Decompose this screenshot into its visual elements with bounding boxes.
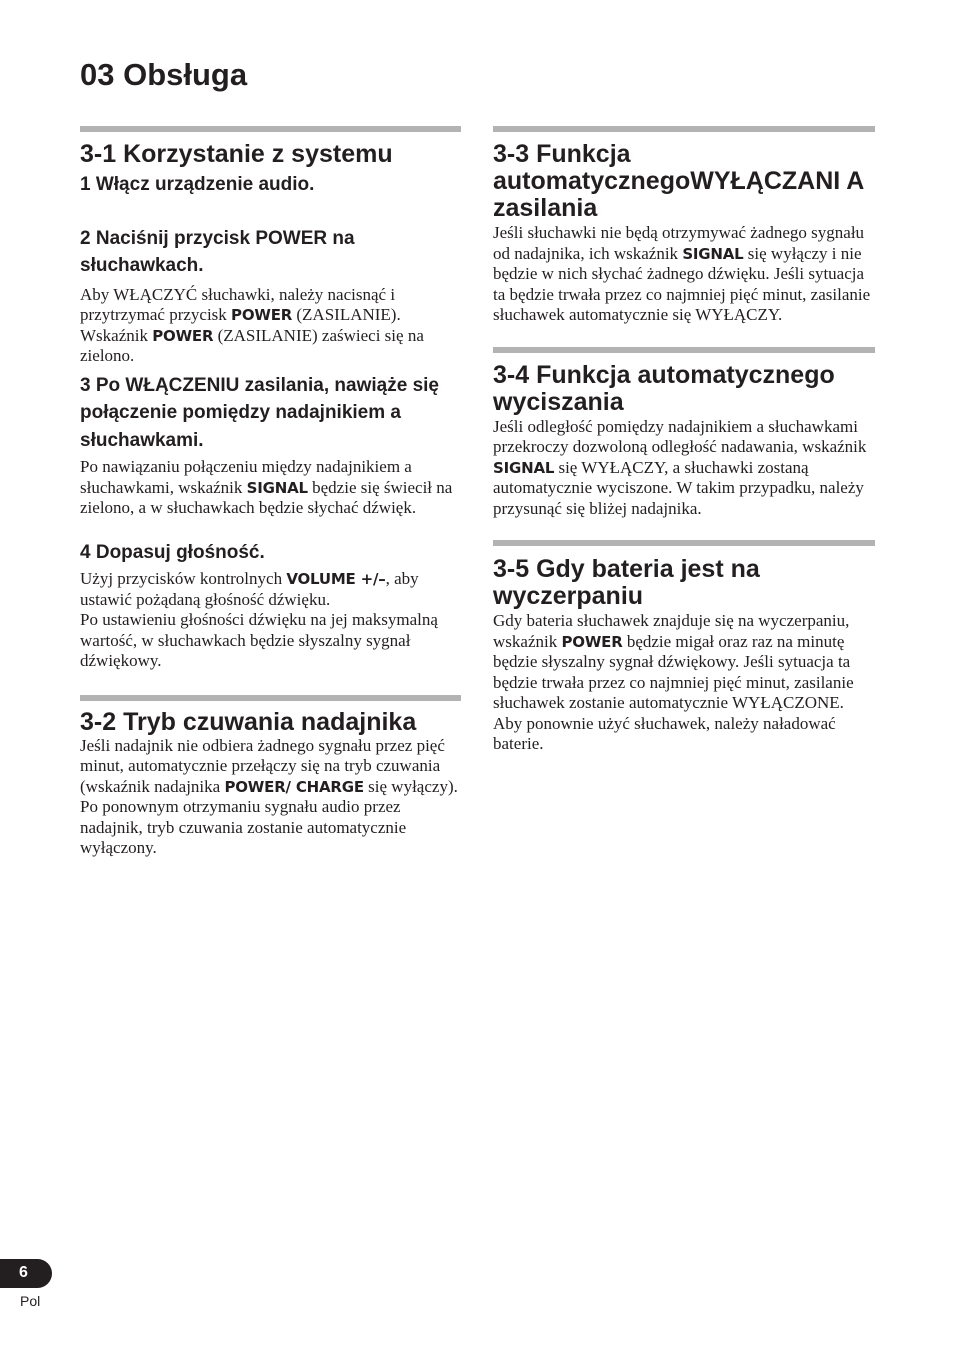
section-heading-3-5: 3-5 Gdy bateria jest na wyczerpaniu (493, 555, 760, 610)
signal-keyword: SIGNAL (246, 478, 308, 497)
section-3-5-text-b: będzie migał oraz raz na minutę będzie słyszalny sygnał dźwiękowy. Jeśli sytuacja ta będzie trwała przez co najmniej pięć minut, zasilanie słuchawek zostanie automatycznie WYŁĄCZONE. Aby ponownie użyć słuchawek, należy naładować baterie. (493, 631, 854, 753)
section-divider (493, 126, 875, 132)
step-3-text (80, 457, 461, 519)
step-4-text-2: Po ustawieniu głośności dźwięku na jej maksymalną wartość, w słuchawkach będzie słyszalny sygnał dźwiękowy. (80, 610, 438, 670)
section-3-5-text-a: Gdy bateria słuchawek znajduje się na wyczerpaniu, wskaźnik (493, 611, 850, 651)
section-3-2 (80, 695, 461, 859)
signal-keyword: SIGNAL (682, 244, 744, 263)
section-3-4-text (493, 417, 875, 520)
power-keyword: POWER (152, 326, 214, 345)
signal-keyword: SIGNAL (493, 458, 555, 477)
section-divider (493, 347, 875, 353)
page-number-tab (0, 1259, 52, 1288)
power-keyword: POWER (561, 632, 623, 651)
step-2-text (80, 285, 461, 367)
step-2-text-c: (ZASILANIE) zaświeci się na zielono. (80, 325, 424, 365)
left-column (80, 126, 461, 859)
step-2-heading: 2 Naciśnij przycisk POWER na słuchawkach. (80, 227, 355, 276)
section-3-5 (493, 540, 875, 755)
section-3-3-text-a: Jeśli słuchawki nie będą otrzymywać żadnego sygnału od nadajnika, ich wskaźnik (493, 223, 865, 263)
step-4-text-b: , aby ustawić pożądaną głośność dźwięku. (80, 569, 419, 609)
section-3-3-text (493, 223, 875, 326)
power-charge-keyword: POWER/ CHARGE (224, 777, 364, 796)
step-4-text (80, 569, 461, 610)
section-3-4 (493, 347, 875, 520)
section-3-5-text (493, 611, 875, 755)
step-1-heading: 1 Włącz urządzenie audio. (80, 174, 315, 195)
step-3-text-b: będzie się świecił na zielono, a w słuchawkach będzie słychać dźwięk. (80, 477, 453, 517)
section-3-4-text-a: Jeśli odległość pomiędzy nadajnikiem a słuchawkami przekroczy dozwoloną odległość nadawania, wskaźnik (493, 416, 867, 456)
section-3-3-text-b: się wyłączy i nie będzie w nich słychać żadnego dźwięku. Jeśli sytuacja ta będzie trwała przez co najmniej pięć minut, zasilanie słuchawek automatycznie się WYŁĄCZY. (493, 243, 871, 324)
page-number: 6 (19, 1264, 28, 1281)
volume-keyword: VOLUME +/– (286, 570, 386, 588)
step-2-text-b: (ZASILANIE). Wskaźnik (80, 305, 401, 345)
section-divider (80, 695, 461, 701)
step-2-text-a: Aby WŁĄCZYĆ słuchawki, należy nacisnąć i przytrzymać przycisk (80, 284, 396, 324)
section-divider (80, 126, 461, 132)
step-4-heading: 4 Dopasuj głośność. (80, 541, 265, 563)
section-divider (493, 540, 875, 546)
section-heading-3-4: 3-4 Funkcja automatycznego wyciszania (493, 360, 835, 416)
section-3-1 (80, 126, 461, 672)
section-heading-3-1: 3-1 Korzystanie z systemu (80, 140, 393, 168)
step-3-heading: 3 Po WŁĄCZENIU zasilania, nawiąże się połączenie pomiędzy nadajnikiem a słuchawkami. (80, 374, 439, 451)
page-title: 03 Obsługa (80, 57, 248, 92)
section-heading-3-2: 3-2 Tryb czuwania nadajnika (80, 707, 417, 736)
section-3-2-text-b: się wyłączy). Po ponownym otrzymaniu sygnału audio przez nadajnik, tryb czuwania zostanie automatycznie wyłączony. (80, 776, 458, 857)
right-column (493, 126, 875, 755)
step-3-text-a: Po nawiązaniu połączeniu między nadajnikiem a słuchawkami, wskaźnik (80, 457, 412, 497)
page-language-label: Pol (20, 1293, 41, 1309)
step-4-text-a: Użyj przycisków kontrolnych (80, 569, 287, 588)
section-heading-3-3: 3-3 Funkcja automatycznegoWYŁĄCZANI A zasilania (493, 140, 864, 222)
section-3-2-text (80, 736, 461, 859)
section-3-3 (493, 126, 875, 326)
power-keyword: POWER (231, 306, 293, 324)
section-3-4-text-b: się WYŁĄCZY, a słuchawki zostaną automatycznie wyciszone. W takim przypadku, należy przysunąć się bliżej nadajnika. (493, 457, 864, 518)
section-3-2-text-a: Jeśli nadajnik nie odbiera żadnego sygnału przez pięć minut, automatycznie przełączy się na tryb czuwania (wskaźnik nadajnika (80, 735, 445, 796)
